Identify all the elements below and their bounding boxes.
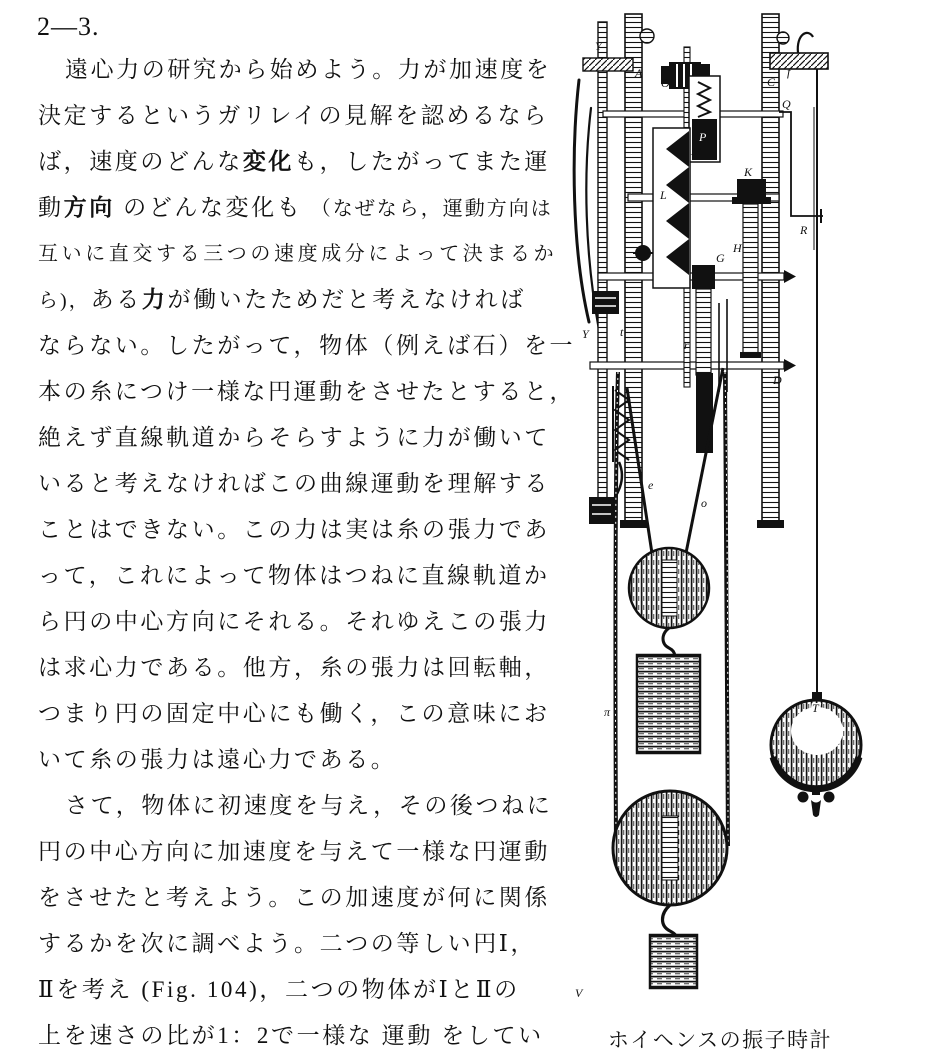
text-segment: のどんな変化も bbox=[114, 195, 311, 220]
text-segment: いると考えなければこの曲線運動を理解する bbox=[38, 471, 550, 496]
text-segment: ならない。したがって，物体（例えば石）を一 bbox=[38, 333, 576, 358]
figure-part-label: t bbox=[620, 325, 624, 339]
text-line bbox=[38, 188, 566, 234]
figure-part-label: T bbox=[812, 701, 819, 715]
pulleys-and-weights bbox=[613, 548, 727, 988]
text-segment: 変化 bbox=[242, 149, 295, 174]
figure-part-label: L bbox=[660, 188, 667, 202]
text-line bbox=[38, 96, 566, 142]
text-segment: をさせたと考えよう。この加速度が何に関係 bbox=[38, 885, 550, 910]
text-line bbox=[38, 832, 566, 878]
figure-part-label: Y bbox=[582, 327, 589, 341]
figure-part-label: r bbox=[684, 338, 689, 352]
text-line bbox=[38, 970, 566, 1016]
figure-part-label: G bbox=[716, 251, 725, 265]
figure-part-label: M bbox=[691, 144, 701, 158]
text-line bbox=[38, 786, 566, 832]
text-line bbox=[38, 1016, 566, 1062]
text-segment: ば，速度のどんな bbox=[38, 149, 243, 174]
text-line bbox=[38, 740, 566, 786]
text-segment: 互いに直交する三つの速度成分によって決まるか bbox=[38, 243, 558, 265]
figure-part-label: H bbox=[733, 241, 742, 255]
text-segment: ら円の中心方向にそれる。それゆえこの張力 bbox=[38, 609, 550, 634]
text-line bbox=[38, 878, 566, 924]
text-line bbox=[38, 326, 576, 372]
text-line bbox=[38, 602, 566, 648]
text-segment: Ⅱを考え (Fig. 104)，二つの物体がⅠとⅡの bbox=[38, 977, 520, 1002]
figure-part-label: O bbox=[661, 76, 670, 90]
text-segment: するかを次に調べよう。二つの等しい円Ⅰ， bbox=[38, 931, 537, 956]
text-line bbox=[38, 372, 576, 418]
figure-part-label: x bbox=[597, 510, 603, 524]
text-segment: 円の中心方向に加速度を与えて一様な円運動 bbox=[38, 839, 550, 864]
text-line bbox=[38, 556, 566, 602]
text-line bbox=[38, 50, 566, 96]
text-segment: 遠心力の研究から始めよう。力が加速度を bbox=[65, 57, 552, 82]
figure-part-label: K bbox=[744, 165, 753, 179]
text-segment: は求心力である。他方，糸の張力は回転軸， bbox=[38, 655, 550, 680]
figure-part-label: Q bbox=[782, 97, 791, 111]
text-segment: 決定するというガリレイの見解を認めるなら bbox=[38, 103, 549, 128]
figure-part-label: A bbox=[635, 66, 643, 80]
text-line bbox=[38, 280, 566, 326]
text-segment: （なぜなら，運動方向は bbox=[310, 198, 553, 220]
text-column bbox=[38, 50, 576, 1062]
figure-part-label: P bbox=[699, 130, 707, 144]
text-segment: 絶えず直線軌道からそらすように力が働いて bbox=[38, 425, 550, 450]
text-line bbox=[38, 510, 566, 556]
text-segment: って，これによって物体はつねに直線軌道か bbox=[38, 563, 550, 588]
text-segment: も，したがってまた運 bbox=[294, 149, 551, 174]
text-segment: さて，物体に初速度を与え，その後つねに bbox=[65, 793, 553, 818]
text-segment: 力 bbox=[141, 287, 168, 312]
text-segment: ある bbox=[90, 287, 142, 312]
text-line bbox=[38, 648, 566, 694]
text-line bbox=[38, 924, 566, 970]
huygens-clock-figure bbox=[565, 0, 939, 1058]
figure-container bbox=[565, 0, 939, 1058]
text-segment: つまり円の固定中心にも働く，この意味にお bbox=[38, 701, 550, 726]
figure-part-label: f bbox=[787, 65, 791, 79]
text-segment: 本の糸につけ一様な円運動をさせたとすると， bbox=[38, 379, 576, 404]
text-line bbox=[38, 234, 566, 280]
figure-part-label: D bbox=[773, 373, 782, 387]
text-segment: ことはできない。この力は実は糸の張力であ bbox=[38, 517, 550, 542]
figure-part-label: e bbox=[648, 478, 654, 492]
text-segment: いて糸の張力は遠心力である。 bbox=[38, 747, 397, 772]
figure-part-label: π bbox=[604, 705, 611, 719]
text-segment: 方向 bbox=[63, 195, 115, 220]
text-segment: 上を速さの比が1：2で一様な 運動 をしてい bbox=[38, 1023, 544, 1048]
text-line bbox=[38, 464, 566, 510]
section-number-heading: 2—3. bbox=[37, 12, 100, 41]
figure-caption: ホイヘンスの振子時計 bbox=[607, 1028, 833, 1052]
figure-part-label: C bbox=[767, 75, 776, 89]
figure-part-label: R bbox=[800, 223, 808, 237]
text-segment: 動 bbox=[38, 195, 64, 220]
figure-part-label: Y bbox=[595, 39, 602, 53]
text-line bbox=[38, 142, 566, 188]
text-segment: ら)， bbox=[38, 290, 91, 312]
figure-part-label: V bbox=[575, 986, 583, 1000]
figure-part-label: o bbox=[701, 496, 707, 510]
text-line bbox=[38, 418, 566, 464]
text-line bbox=[38, 694, 566, 740]
text-segment: が働いたためだと考えなければ bbox=[167, 287, 526, 312]
